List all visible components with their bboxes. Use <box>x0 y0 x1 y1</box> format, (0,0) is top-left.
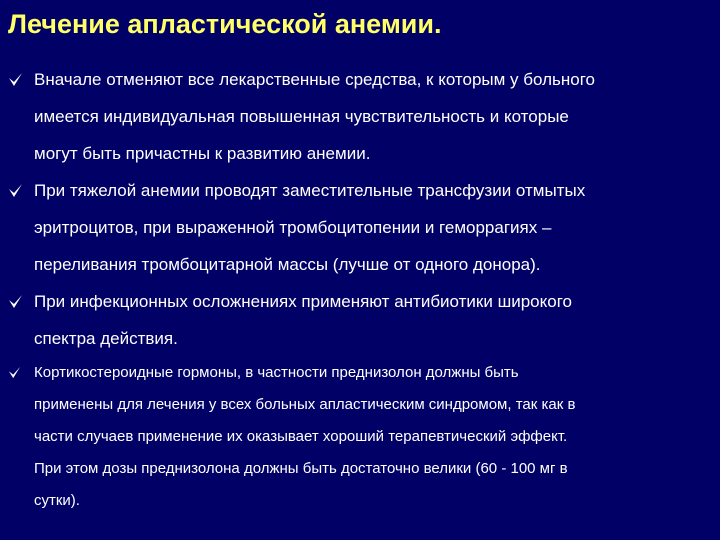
bullet-line: имеется индивидуальная повышенная чувствительность и которые <box>34 107 569 126</box>
arrowhead-check-icon <box>8 357 26 389</box>
bullet-line: части случаев применение их оказывает хороший терапевтический эффект. <box>34 428 568 445</box>
arrowhead-check-icon <box>8 61 26 98</box>
bullet-line: сутки). <box>34 492 80 509</box>
slide-title: Лечение апластической анемии. <box>8 9 442 39</box>
bullet-line: эритроцитов, при выраженной тромбоцитопении и геморрагиях – <box>34 218 552 237</box>
arrowhead-check-icon <box>8 172 26 209</box>
bullet-line: применены для лечения у всех больных апластическим синдромом, так как в <box>34 396 576 413</box>
bullet-line: Кортикостероидные гормоны, в частности преднизолон должны быть <box>34 364 519 381</box>
bullet-item <box>0 61 720 172</box>
bullet-list <box>0 61 720 517</box>
bullet-line: могут быть причастны к развитию анемии. <box>34 144 371 163</box>
bullet-line: При этом дозы преднизолона должны быть достаточно велики (60 - 100 мг в <box>34 460 568 477</box>
bullet-item <box>0 172 720 283</box>
arrowhead-check-icon <box>8 283 26 320</box>
bullet-line: При инфекционных осложнениях применяют антибиотики широкого <box>34 292 572 311</box>
bullet-line: переливания тромбоцитарной массы (лучше от одного донора). <box>34 255 541 274</box>
bullet-line: При тяжелой анемии проводят заместительные трансфузии отмытых <box>34 181 586 200</box>
bullet-line: спектра действия. <box>34 329 178 348</box>
bullet-item <box>0 357 720 517</box>
bullet-line: Вначале отменяют все лекарственные средства, к которым у больного <box>34 70 595 89</box>
bullet-item <box>0 283 720 357</box>
